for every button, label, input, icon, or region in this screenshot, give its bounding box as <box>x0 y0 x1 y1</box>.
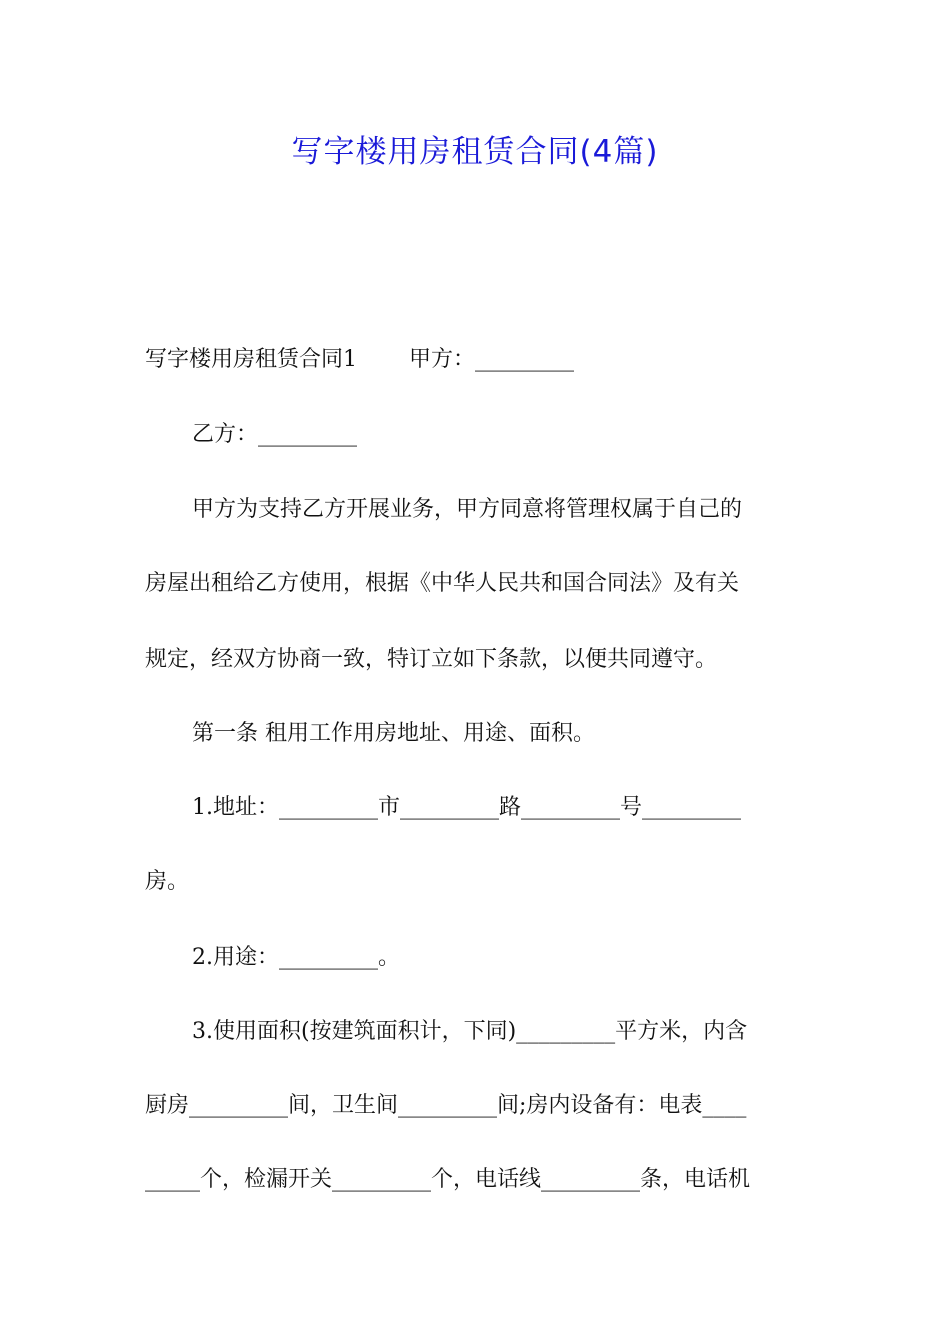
area-line: 3.使用面积(按建筑面积计，下同)_________平方米，内含 <box>192 1019 748 1044</box>
address-line: 1.地址：_________市_________路_________号_________ <box>192 795 741 820</box>
contract-1-heading-line <box>145 344 574 376</box>
paragraph-line: 房屋出租给乙方使用，根据《中华人民共和国合同法》及有关 <box>145 571 740 596</box>
usage-line: 2.用途：_________。 <box>192 945 400 970</box>
paragraph-line: 甲方为支持乙方开展业务，甲方同意将管理权属于自己的 <box>192 497 743 522</box>
document-title: 写字楼用房租赁合同(4篇) <box>291 134 659 170</box>
address-line-end: 房。 <box>145 869 190 894</box>
article-1-heading: 第一条 租用工作用房地址、用途、面积。 <box>192 721 595 746</box>
party-a-line: 甲方：_________ <box>409 347 575 372</box>
contract-1-heading: 写字楼用房租赁合同1 <box>145 347 357 372</box>
paragraph-line: 规定，经双方协商一致，特订立如下条款，以便共同遵守。 <box>145 647 718 672</box>
area-line: _____个，检漏开关_________个，电话线_________条，电话机 <box>145 1167 751 1192</box>
party-b-line: 乙方：_________ <box>192 422 358 447</box>
area-line: 厨房_________间，卫生间_________间;房内设备有：电表____ <box>145 1093 747 1118</box>
